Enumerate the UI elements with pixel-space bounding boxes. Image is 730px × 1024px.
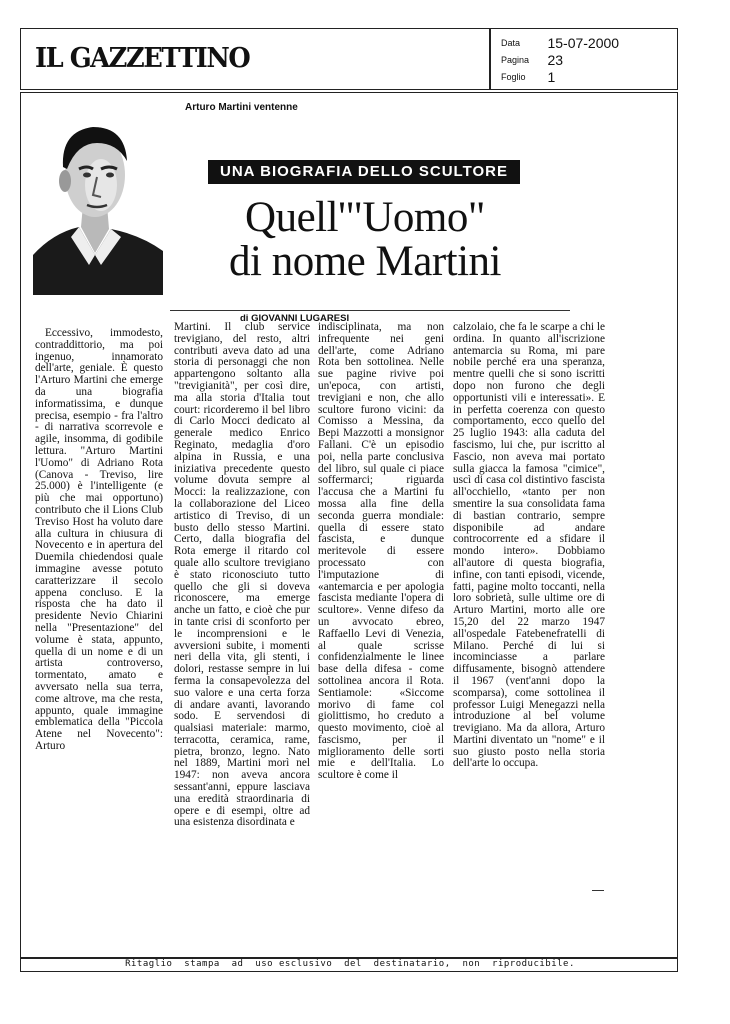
column-4-text: calzolaio, che fa le scarpe a chi le ordina. In quanto all'iscrizione antemarcia su Roma, mi pare nobile perché era una speranza, mentre quelli che si sono iscritti dopo non furono che degli opportunisti vili e interessati». E in perfetta coerenza con questo comportamento, ecco quello del 25 luglio 1943: alla caduta del fascismo, lui che, pur iscritto al Fascio, non aveva mai portato sulla giacca la famosa "cimice", uscì di casa col distintivo fascista all'occhiello, «tanto per non smentire la sua consolidata fama di bastian contrario, sempre disponibile ad andare controcorrente ed a sfidare il mondo intero». Dobbiamo all'autore di questa biografia, infine, con tanti episodi, vicende, fatti, pagine molto toccanti, nella loro sobrietà, sulle ultime ore di Arturo Martini, morto alle ore 15,20 del 22 marzo 1947 all'ospedale Fatebenefratelli di Milano. Perché di lui si incominciasse a parlare diffusamente, bisognò attendere il 1967 (vent'anni dopo la scomparsa), come sottolinea il professor Luigi Menegazzi nella introduzione al bel volume trevigiano. Ma da allora, Arturo Martini diventato un "nome" e il suo giusto posto nella storia dell'arte lo occupa.	[453, 322, 605, 770]
column-1-text: Eccessivo, immodesto, contraddittorio, ma poi ingenuo, innamorato dell'arte, geniale. È questo l'Arturo Martini che emerge da una biografia informatissima, e dunque precisa, esempio - fra l'altro - di narrativa scorrevole e agile, insomma, di godibile lettura. "Arturo Martini l'Uomo" di Adriano Rota (Canova - Treviso, lire 25.000) è l'intelligente (e più che mai opportuno) contributo che il Lions Club Treviso Host ha voluto dare alla cultura in chiusura di Novecento e in apertura del Duemila chiedendosi quale immagine avesse potuto caratterizzare il secolo appena concluso. E la risposta che ha dato il presidente Nevio Chiarini nella "Presentazione" del volume è stata, appunto, quella di un nome e di un artista controverso, tormentato, amato e avversato nella sua terra, come altrove, ma che resta, appunto, quale immagine emblematica della "Piccola Atene nel Novecento": Arturo	[35, 328, 163, 752]
end-mark	[592, 890, 604, 891]
newspaper-logo: IL GAZZETTINO	[35, 43, 250, 74]
kicker-banner: UNA BIOGRAFIA DELLO SCULTORE	[208, 160, 520, 184]
column-2-text: Martini. Il club service trevigiano, del resto, altri contributi aveva dato ad una storia di personaggi che non appartengono soltanto alla "trevigianità", per così dire, ma alla storia d'Italia tout court: ricorderemo il bel libro di Carlo Mocci dedicato al generale medico Enrico Reginato, medaglia d'oro alpina in Russia, e una iniziativa precedente questo volume dovuta sempre al Mocci: la realizzazione, con la collaborazione del Liceo artistico di Treviso, di un busto dello stesso Martini. Certo, dalla biografia del Rota emerge il ritardo col quale allo scultore trevigiano è stato riconosciuto tutto quello che gli si doveva riconoscere, ma emerge anche un fatto, e cioè che pur in tante crisi di sconforto per le incomprensioni e le avversioni subite, i momenti neri della vita, gli stenti, i dolori, restasse sempre in lui ferma la consapevolezza del suo valore e una certa forza di andare avanti, lavorando sodo. E servendosi di qualsiasi materiale: marmo, terracotta, ceramica, rame, pietra, bronzo, legno. Nato nel 1889, Martini morì nel 1947: non aveva ancora sessant'anni, eppure lasciava una eredità straordinaria di opere e di esempi, oltre ad una esistenza disordinata e	[174, 322, 310, 829]
photo-caption: Arturo Martini ventenne	[185, 102, 298, 113]
date-row	[501, 34, 619, 52]
portrait-photo	[33, 105, 163, 295]
byline-rule	[170, 310, 570, 311]
page-value: 23	[547, 51, 564, 68]
date-label: Data	[501, 37, 521, 48]
sheet-row	[501, 68, 555, 86]
reproduction-notice-text: Ritaglio stampa ad uso esclusivo del destinatario, non riproducibile.	[125, 959, 575, 969]
headline	[190, 196, 540, 284]
page-row	[501, 51, 563, 69]
masthead	[20, 28, 490, 90]
article-column-1	[35, 328, 163, 918]
column-3-text: indisciplinata, ma non infrequente nei geni dell'arte, come Adriano Rota ben sottolinea. Nelle sue pagine rivive poi un'epoca, con artisti, trevigiani e non, che allo scultore furono vicini: da Comisso a Messina, da Bepi Mazzotti a monsignor Fallani. C'è un episodio poi, nella parte conclusiva del libro, sul quale ci piace soffermarci; riguarda l'accusa che a Martini fu mossa alla fine della seconda guerra mondiale: quella di essere stato fascista, e dunque meritevole di essere processato con l'imputazione di «antemarcia e per apologia fascista mediante l'opera di scultore». Venne difeso da un avvocato ebreo, Raffaello Levi di Venezia, al quale scrisse confidenzialmente le linee base della difesa - come sottolinea ancora il Rota. Sentiamole: «Siccome morivo di fame col giolittismo, ho creduto a questo movimento, cioè al fascismo, per il miglioramento delle sorti mie e dell'Italia. Lo scultore è come il	[318, 322, 444, 782]
sheet-label: Foglio	[501, 71, 526, 82]
reproduction-notice	[20, 958, 678, 972]
article-column-4	[453, 322, 605, 892]
headline-line-1: Quell'"Uomo"	[245, 194, 485, 241]
sheet-value: 1	[547, 68, 556, 85]
page-label: Pagina	[501, 54, 530, 65]
article-column-2	[174, 322, 310, 912]
portrait-illustration	[33, 105, 163, 295]
date-value: 15-07-2000	[547, 34, 620, 51]
article-column-3	[318, 322, 444, 912]
clipping-meta	[490, 28, 678, 90]
byline: di GIOVANNI LUGARESI	[240, 313, 350, 324]
headline-line-2: di nome Martini	[229, 238, 501, 285]
